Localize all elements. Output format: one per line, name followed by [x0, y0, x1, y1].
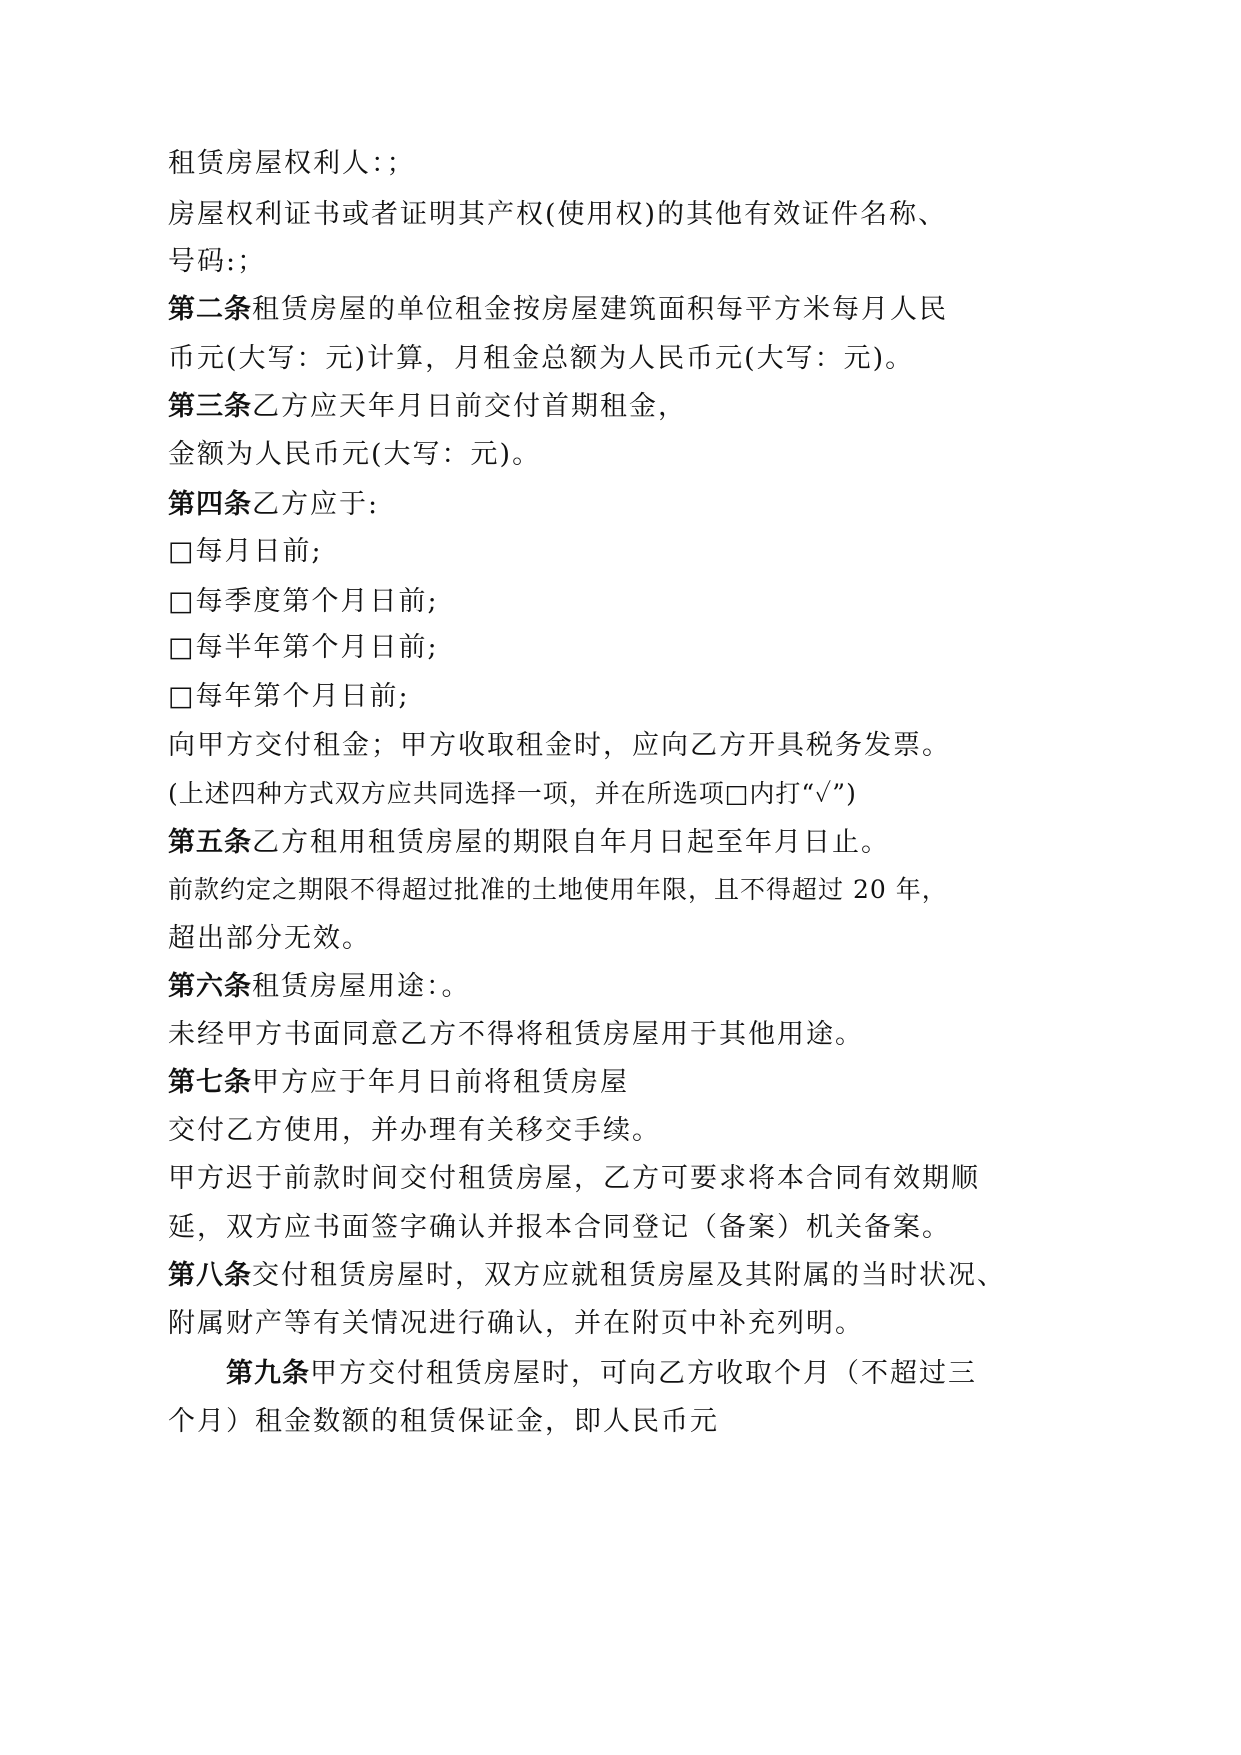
line-text: 交付租赁房屋时，双方应就租赁房屋及其附属的当时状况、	[252, 1260, 1006, 1291]
line-text: 乙方应于:	[252, 489, 380, 520]
line-text: 乙方租用租赁房屋的期限自年月日起至年月日止。	[252, 827, 890, 858]
doc-line-1	[168, 146, 416, 182]
doc-line-17	[168, 921, 371, 957]
doc-line-4	[168, 292, 948, 328]
doc-line-16	[168, 872, 948, 908]
line-text: 租赁房屋用途：。	[252, 971, 471, 1002]
article-heading: 第六条	[168, 971, 252, 1002]
line-text: 币元(大写：元)计算，月租金总额为人民币元(大写：元)。	[168, 343, 915, 374]
article-heading: 第七条	[168, 1067, 252, 1098]
doc-line-5	[168, 341, 914, 377]
doc-line-14	[168, 776, 857, 812]
doc-line-27	[168, 1404, 719, 1440]
doc-line-15	[168, 825, 890, 861]
line-text: 租赁房屋的单位租金按房屋建筑面积每平方米每月人民	[252, 294, 948, 325]
doc-line-2	[168, 197, 947, 233]
line-text: 向甲方交付租金；甲方收取租金时，应向乙方开具税务发票。	[168, 730, 951, 761]
doc-line-9	[168, 534, 323, 570]
doc-line-18	[168, 969, 471, 1005]
doc-line-20	[168, 1065, 629, 1101]
line-text: 号码:；	[168, 246, 267, 277]
line-text: 金额为人民币元(大写：元)。	[168, 439, 542, 470]
doc-line-19	[168, 1017, 864, 1053]
article-heading: 第九条	[226, 1358, 310, 1389]
line-text: 租赁房屋权利人：；	[168, 148, 416, 179]
doc-line-8	[168, 487, 379, 523]
line-text: 交付乙方使用，并办理有关移交手续。	[168, 1115, 661, 1146]
doc-line-7	[168, 437, 541, 473]
line-text: 乙方应天年月日前交付首期租金，	[252, 391, 687, 422]
doc-line-26	[226, 1356, 977, 1392]
line-text: 甲方应于年月日前将租赁房屋	[252, 1067, 629, 1098]
doc-line-23	[168, 1210, 951, 1246]
doc-line-21	[168, 1113, 661, 1149]
article-heading: 第八条	[168, 1260, 252, 1291]
doc-line-10	[168, 584, 439, 620]
line-text: 延，双方应书面签字确认并报本合同登记（备案）机关备案。	[168, 1212, 951, 1243]
line-text: 未经甲方书面同意乙方不得将租赁房屋用于其他用途。	[168, 1019, 864, 1050]
article-heading: 第四条	[168, 489, 252, 520]
doc-line-11	[168, 630, 439, 666]
article-heading: 第五条	[168, 827, 252, 858]
line-text: 附属财产等有关情况进行确认，并在附页中补充列明。	[168, 1308, 864, 1339]
line-text: 前款约定之期限不得超过批准的土地使用年限，且不得超过 20 年，	[168, 875, 948, 904]
line-text: 甲方交付租赁房屋时，可向乙方收取个月（不超过三	[310, 1358, 977, 1389]
doc-line-6	[168, 389, 687, 425]
line-text: □每季度第个月日前;	[168, 586, 439, 617]
doc-line-25	[168, 1306, 864, 1342]
line-text: □每月日前;	[168, 536, 323, 567]
doc-line-24	[168, 1258, 1006, 1294]
line-text: 个月）租金数额的租赁保证金，即人民币元	[168, 1406, 719, 1437]
line-text: □每年第个月日前;	[168, 681, 410, 712]
line-text: 超出部分无效。	[168, 923, 371, 954]
doc-line-22	[168, 1161, 980, 1197]
doc-line-12	[168, 679, 410, 715]
line-text: 房屋权利证书或者证明其产权(使用权)的其他有效证件名称、	[168, 199, 948, 230]
article-heading: 第三条	[168, 391, 252, 422]
line-text: (上述四种方式双方应共同选择一项，并在所选项□内打“✓”)	[168, 779, 857, 808]
article-heading: 第二条	[168, 294, 252, 325]
doc-line-3	[168, 244, 266, 280]
doc-line-13	[168, 728, 951, 764]
line-text: □每半年第个月日前;	[168, 632, 439, 663]
line-text: 甲方迟于前款时间交付租赁房屋，乙方可要求将本合同有效期顺	[168, 1163, 980, 1194]
